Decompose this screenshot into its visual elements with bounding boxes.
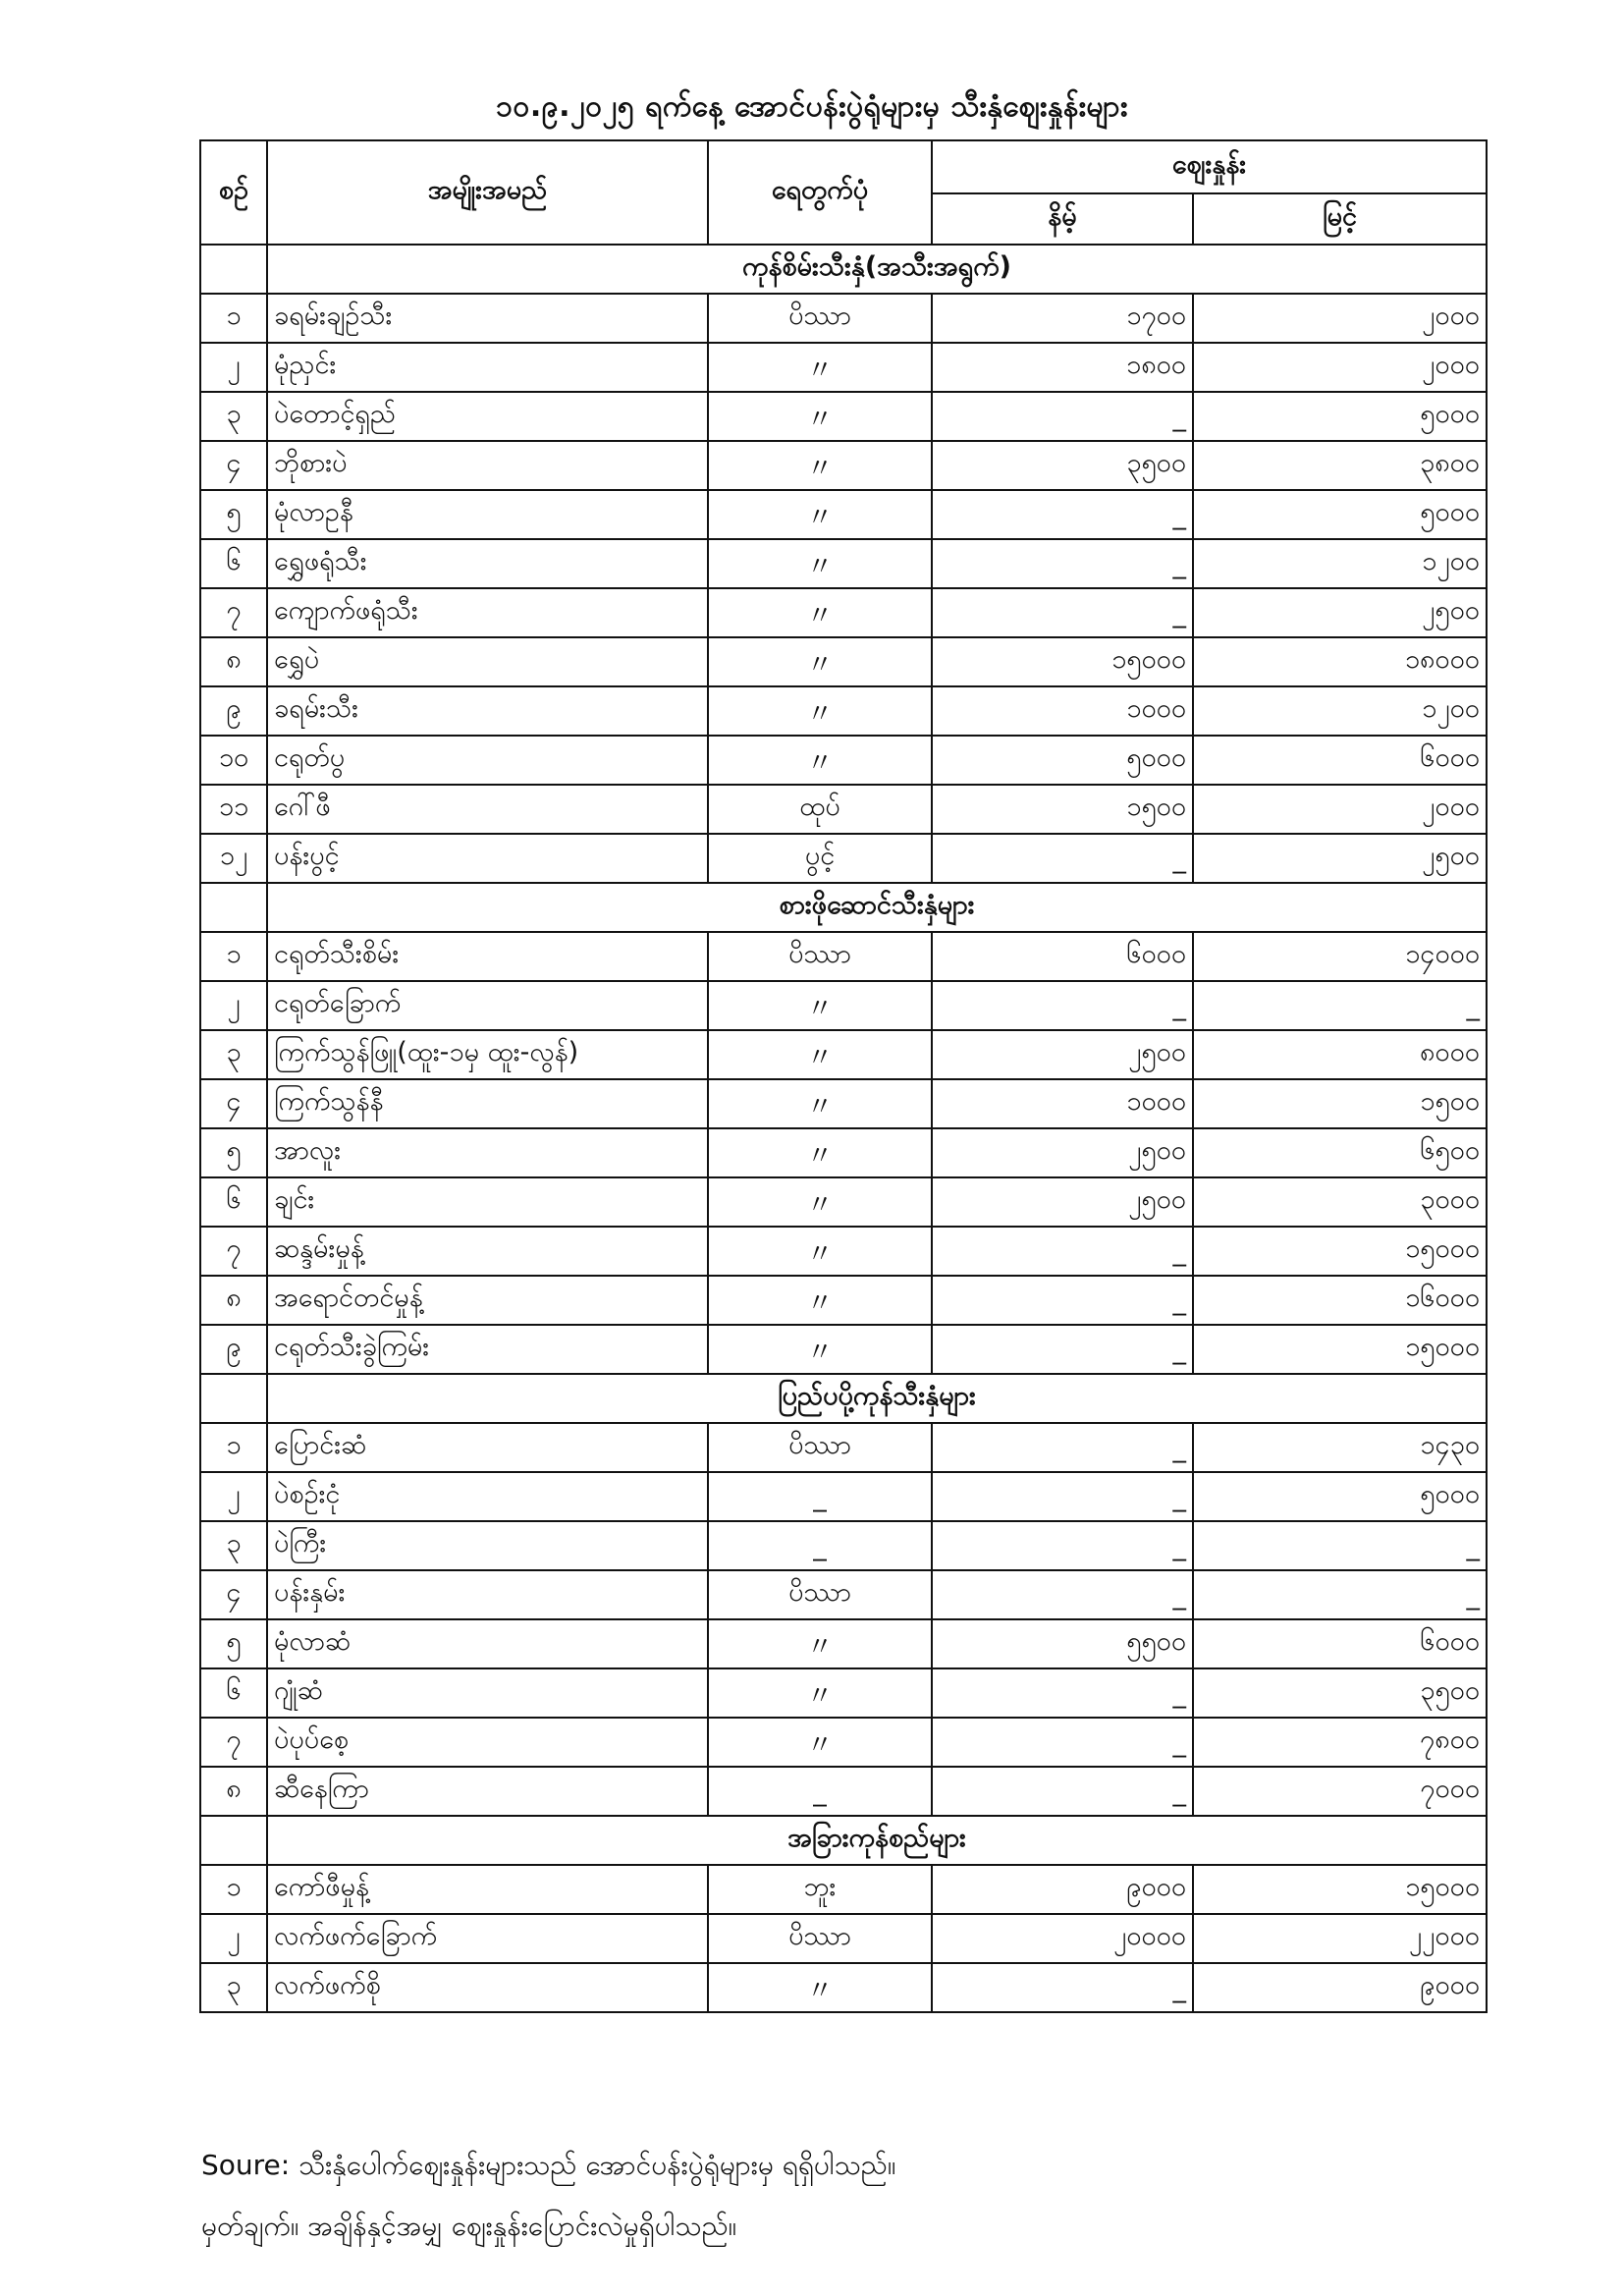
item-number: ၂ [200, 1914, 267, 1963]
section-title: ပြည်ပပို့ကုန်သီးနှံများ [267, 1374, 1487, 1423]
item-name: ကျောက်ဖရုံသီး [267, 588, 708, 637]
price-low: ၁၅၀၀၀ [932, 637, 1193, 686]
item-name: ပဲကြီး [267, 1521, 708, 1570]
price-low: _ [932, 392, 1193, 441]
table-row [200, 343, 1487, 392]
item-unit: 〃 [708, 981, 932, 1030]
price-low: _ [932, 1668, 1193, 1718]
item-unit: 〃 [708, 1668, 932, 1718]
price-high: ၁၅၀၀၀ [1193, 1865, 1487, 1914]
item-number: ၄ [200, 1570, 267, 1619]
item-number: ၂ [200, 981, 267, 1030]
item-name: ကော်ဖီမှုန့် [267, 1865, 708, 1914]
section-row [200, 1374, 1487, 1423]
item-unit: ပိဿာ [708, 1423, 932, 1472]
item-name: ပြောင်းဆံ [267, 1423, 708, 1472]
item-number: ၁ [200, 932, 267, 981]
price-high: ၂၂၀၀၀ [1193, 1914, 1487, 1963]
item-name: ပဲစဉ်းငုံ [267, 1472, 708, 1521]
header-name: အမျိုးအမည် [267, 140, 708, 245]
price-high: ၃၈၀၀ [1193, 441, 1487, 490]
price-high: ၂၀၀၀ [1193, 785, 1487, 834]
item-unit: ပိဿာ [708, 1570, 932, 1619]
item-name: ငရုတ်ပွ [267, 736, 708, 785]
item-unit: 〃 [708, 539, 932, 588]
item-number: ၈ [200, 637, 267, 686]
section-blank-cell [200, 883, 267, 932]
item-unit: 〃 [708, 1619, 932, 1668]
item-name: အာလူး [267, 1128, 708, 1177]
price-low: _ [932, 1423, 1193, 1472]
price-low: _ [932, 1472, 1193, 1521]
table-row [200, 294, 1487, 343]
header-unit: ရေတွက်ပုံ [708, 140, 932, 245]
item-unit: ပိဿာ [708, 294, 932, 343]
price-high: ၅၀၀၀ [1193, 490, 1487, 539]
price-low: _ [932, 539, 1193, 588]
table-row [200, 1423, 1487, 1472]
item-number: ၂ [200, 1472, 267, 1521]
section-title: စားဖိုဆောင်သီးနှံများ [267, 883, 1487, 932]
item-name: လက်ဖက်ခြောက် [267, 1914, 708, 1963]
item-number: ၇ [200, 588, 267, 637]
price-high: ၁၅၀၀ [1193, 1079, 1487, 1128]
item-name: ကြက်သွန်နီ [267, 1079, 708, 1128]
price-low: ၁၅၀၀ [932, 785, 1193, 834]
section-row [200, 883, 1487, 932]
price-low: ၅၅၀၀ [932, 1619, 1193, 1668]
item-number: ၉ [200, 1325, 267, 1374]
item-name: ပဲတောင့်ရှည် [267, 392, 708, 441]
price-table [199, 139, 1488, 2013]
price-low: _ [932, 1767, 1193, 1816]
table-row [200, 588, 1487, 637]
price-low: _ [932, 1276, 1193, 1325]
item-name: ကြက်သွန်ဖြူ(ထူး-၁မှ ထူး-လွန်) [267, 1030, 708, 1079]
item-unit: 〃 [708, 1177, 932, 1227]
item-name: မုံလာဥနီ [267, 490, 708, 539]
item-unit: 〃 [708, 441, 932, 490]
price-low: _ [932, 490, 1193, 539]
item-name: ပဲပုပ်စေ့ [267, 1718, 708, 1767]
section-blank-cell [200, 245, 267, 294]
header-price: ဈေးနှုန်း [932, 140, 1487, 193]
price-high: _ [1193, 1521, 1487, 1570]
table-row [200, 1963, 1487, 2012]
item-unit: 〃 [708, 1276, 932, 1325]
item-name: ခရမ်းသီး [267, 686, 708, 736]
price-high: ၆၀၀၀ [1193, 736, 1487, 785]
item-name: ဆန္ဒမ်းမှုန့် [267, 1227, 708, 1276]
item-number: ၃ [200, 392, 267, 441]
price-low: _ [932, 1521, 1193, 1570]
table-row [200, 834, 1487, 883]
table-row [200, 441, 1487, 490]
item-unit: 〃 [708, 1079, 932, 1128]
item-number: ၃ [200, 1963, 267, 2012]
item-number: ၆ [200, 1668, 267, 1718]
price-high: ၁၄၃၀ [1193, 1423, 1487, 1472]
item-name: မုံညှင်း [267, 343, 708, 392]
price-low: ၆၀၀၀ [932, 932, 1193, 981]
table-row [200, 736, 1487, 785]
price-high: ၂၅၀၀ [1193, 834, 1487, 883]
item-number: ၁၀ [200, 736, 267, 785]
price-high: ၅၀၀၀ [1193, 1472, 1487, 1521]
price-high: ၈၀၀၀ [1193, 1030, 1487, 1079]
price-low: _ [932, 1570, 1193, 1619]
item-unit: 〃 [708, 1128, 932, 1177]
table-row [200, 981, 1487, 1030]
price-high: _ [1193, 981, 1487, 1030]
price-high: ၆၀၀၀ [1193, 1619, 1487, 1668]
price-high: ၇၈၀၀ [1193, 1718, 1487, 1767]
price-low: _ [932, 1963, 1193, 2012]
price-low: ၁၈၀၀ [932, 343, 1193, 392]
price-high: ၇၀၀၀ [1193, 1767, 1487, 1816]
item-name: ပန်းနှမ်း [267, 1570, 708, 1619]
price-high: ၁၂၀၀ [1193, 539, 1487, 588]
item-name: အရောင်တင်မှုန့် [267, 1276, 708, 1325]
price-low: _ [932, 981, 1193, 1030]
item-unit: 〃 [708, 392, 932, 441]
table-row [200, 1128, 1487, 1177]
item-unit: 〃 [708, 490, 932, 539]
table-row [200, 392, 1487, 441]
price-high: ၃၅၀၀ [1193, 1668, 1487, 1718]
item-name: ငရုတ်သီးခွဲကြမ်း [267, 1325, 708, 1374]
price-low: ၂၅၀၀ [932, 1030, 1193, 1079]
table-row [200, 1079, 1487, 1128]
header-low: နိမ့် [932, 193, 1193, 245]
item-unit: 〃 [708, 588, 932, 637]
item-name: ရွှေဖရုံသီး [267, 539, 708, 588]
item-unit: _ [708, 1767, 932, 1816]
price-high: ၁၅၀၀၀ [1193, 1325, 1487, 1374]
table-row [200, 1325, 1487, 1374]
price-low: ၁၀၀၀ [932, 1079, 1193, 1128]
item-unit: ဘူး [708, 1865, 932, 1914]
section-title: ကုန်စိမ်းသီးနှံ(အသီးအရွက်) [267, 245, 1487, 294]
item-number: ၈ [200, 1276, 267, 1325]
item-name: ငရုတ်သီးစိမ်း [267, 932, 708, 981]
price-high: ၁၅၀၀၀ [1193, 1227, 1487, 1276]
price-high: ၅၀၀၀ [1193, 392, 1487, 441]
item-unit: 〃 [708, 1963, 932, 2012]
item-unit: 〃 [708, 1718, 932, 1767]
price-high: _ [1193, 1570, 1487, 1619]
price-low: ၉၀၀၀ [932, 1865, 1193, 1914]
table-row [200, 1472, 1487, 1521]
header-high: မြင့် [1193, 193, 1487, 245]
price-high: ၂၅၀၀ [1193, 588, 1487, 637]
table-row [200, 637, 1487, 686]
price-low: ၁၀၀၀ [932, 686, 1193, 736]
price-low: ၂၅၀၀ [932, 1177, 1193, 1227]
price-low: ၂၀၀၀၀ [932, 1914, 1193, 1963]
item-name: ဆီနေကြာ [267, 1767, 708, 1816]
item-number: ၃ [200, 1521, 267, 1570]
table-row [200, 1767, 1487, 1816]
item-name: မုံလာဆံ [267, 1619, 708, 1668]
price-high: ၆၅၀၀ [1193, 1128, 1487, 1177]
price-high: ၁၄၀၀၀ [1193, 932, 1487, 981]
item-number: ၉ [200, 686, 267, 736]
price-high: ၁၈၀၀၀ [1193, 637, 1487, 686]
item-number: ၄ [200, 441, 267, 490]
item-unit: 〃 [708, 686, 932, 736]
source-note: Soure: သီးနှံပေါက်ဈေးနှုန်းများသည် အောင်ပန်းပွဲရုံများမှ ရရှိပါသည်။ [201, 2149, 896, 2181]
price-low: ၂၅၀၀ [932, 1128, 1193, 1177]
item-unit: _ [708, 1521, 932, 1570]
item-number: ၁ [200, 294, 267, 343]
price-low: ၁၇၀၀ [932, 294, 1193, 343]
item-name: ချင်း [267, 1177, 708, 1227]
item-name: ငရုတ်ခြောက် [267, 981, 708, 1030]
price-high: ၂၀၀၀ [1193, 343, 1487, 392]
item-unit: 〃 [708, 1030, 932, 1079]
table-row [200, 1619, 1487, 1668]
price-low: _ [932, 1227, 1193, 1276]
section-title: အခြားကုန်စည်များ [267, 1816, 1487, 1865]
price-low: ၃၅၀၀ [932, 441, 1193, 490]
item-number: ၆ [200, 539, 267, 588]
item-name: လက်ဖက်စို [267, 1963, 708, 2012]
item-unit: 〃 [708, 343, 932, 392]
table-row [200, 490, 1487, 539]
price-low: ၅၀၀၀ [932, 736, 1193, 785]
item-unit: ထုပ် [708, 785, 932, 834]
item-unit: 〃 [708, 637, 932, 686]
page-title: ၁၀.၉.၂၀၂၅ ရက်နေ့ အောင်ပန်းပွဲရုံများမှ သီးနှံဈေးနှုန်းများ [496, 89, 1128, 124]
table-row [200, 1570, 1487, 1619]
section-row [200, 245, 1487, 294]
item-number: ၁ [200, 1865, 267, 1914]
table-row [200, 1177, 1487, 1227]
price-high: ၁၂၀၀ [1193, 686, 1487, 736]
section-row [200, 1816, 1487, 1865]
item-unit: ပိဿာ [708, 932, 932, 981]
table-row [200, 1227, 1487, 1276]
price-low: _ [932, 834, 1193, 883]
item-name: ခရမ်းချဉ်သီး [267, 294, 708, 343]
item-name: ပန်းပွင့် [267, 834, 708, 883]
section-blank-cell [200, 1374, 267, 1423]
table-row [200, 785, 1487, 834]
item-number: ၆ [200, 1177, 267, 1227]
item-name: ဂျုံဆံ [267, 1668, 708, 1718]
item-number: ၂ [200, 343, 267, 392]
item-name: ရွှေပဲ [267, 637, 708, 686]
item-number: ၇ [200, 1227, 267, 1276]
item-unit: 〃 [708, 1227, 932, 1276]
item-unit: ပွင့် [708, 834, 932, 883]
price-low: _ [932, 1718, 1193, 1767]
item-number: ၃ [200, 1030, 267, 1079]
item-number: ၁ [200, 1423, 267, 1472]
item-name: ဂေါ်ဖီ [267, 785, 708, 834]
table-row [200, 686, 1487, 736]
price-low: _ [932, 588, 1193, 637]
price-high: ၂၀၀၀ [1193, 294, 1487, 343]
section-blank-cell [200, 1816, 267, 1865]
item-number: ၇ [200, 1718, 267, 1767]
item-unit: ပိဿာ [708, 1914, 932, 1963]
table-row [200, 1276, 1487, 1325]
item-number: ၅ [200, 490, 267, 539]
table-row [200, 1668, 1487, 1718]
item-number: ၅ [200, 1619, 267, 1668]
table-row [200, 1865, 1487, 1914]
item-unit: 〃 [708, 736, 932, 785]
table-row [200, 1030, 1487, 1079]
price-high: ၃၀၀၀ [1193, 1177, 1487, 1227]
table-row [200, 1718, 1487, 1767]
price-high: ၁၆၀၀၀ [1193, 1276, 1487, 1325]
item-number: ၁၁ [200, 785, 267, 834]
table-row [200, 1521, 1487, 1570]
price-high: ၉၀၀၀ [1193, 1963, 1487, 2012]
item-unit: 〃 [708, 1325, 932, 1374]
table-row [200, 539, 1487, 588]
item-number: ၄ [200, 1079, 267, 1128]
item-number: ၁၂ [200, 834, 267, 883]
header-no: စဉ် [200, 140, 267, 245]
item-name: ဘိုစားပဲ [267, 441, 708, 490]
table-row [200, 1914, 1487, 1963]
price-low: _ [932, 1325, 1193, 1374]
table-body [200, 245, 1487, 2012]
item-number: ၅ [200, 1128, 267, 1177]
item-number: ၈ [200, 1767, 267, 1816]
table-row [200, 932, 1487, 981]
remark-note: မှတ်ချက်။ အချိန်နှင့်အမျှ ဈေးနှုန်းပြောင်းလဲမှုရှိပါသည်။ [201, 2210, 737, 2242]
item-unit: _ [708, 1472, 932, 1521]
